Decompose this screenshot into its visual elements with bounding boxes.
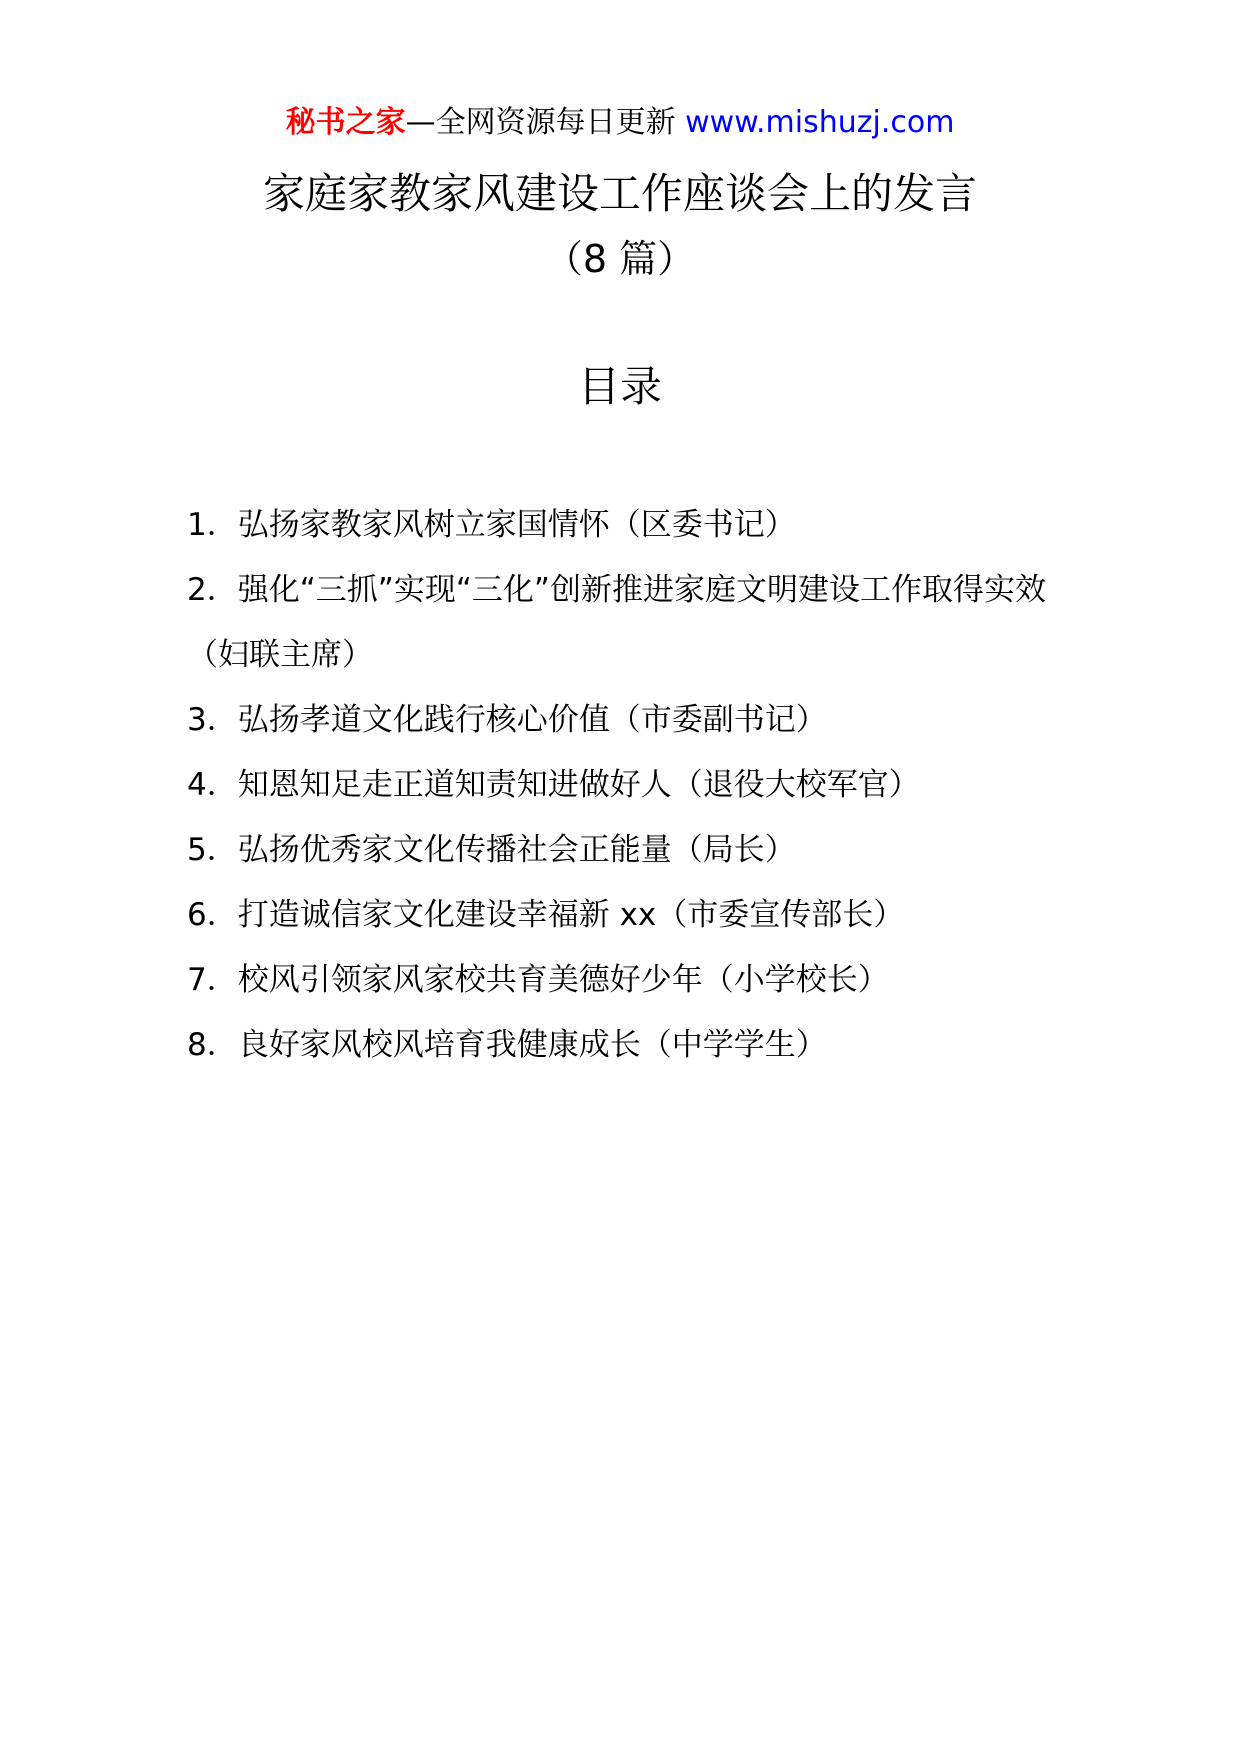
toc-item-3: 3．弘扬孝道文化践行核心价值（市委副书记） (187, 702, 827, 738)
toc-item-4: 4．知恩知足走正道知责知进做好人（退役大校军官） (187, 767, 920, 803)
toc-item-1: 1．弘扬家教家风树立家国情怀（区委书记） (187, 507, 796, 543)
site-tagline: —全网资源每日更新 (405, 105, 676, 140)
toc-item-5: 5．弘扬优秀家文化传播社会正能量（局长） (187, 832, 796, 868)
document-title: 家庭家教家风建设工作座谈会上的发言 (262, 169, 977, 218)
toc-item-2: 2．强化“三抓”实现“三化”创新推进家庭文明建设工作取得实效（妇联主席） (187, 572, 1046, 673)
table-of-contents (187, 493, 1067, 1078)
toc-item-7: 7．校风引领家风家校共育美德好少年（小学校长） (187, 962, 889, 998)
brand-name: 秘书之家 (285, 105, 406, 140)
site-url-link[interactable]: www.mishuzj.com (685, 105, 955, 140)
site-header (0, 101, 1240, 145)
toc-item-8: 8．良好家风校风培育我健康成长（中学学生） (187, 1027, 827, 1063)
document-subtitle: （8 篇） (544, 237, 696, 281)
toc-heading: 目录 (577, 362, 662, 411)
toc-item-6: 6．打造诚信家文化建设幸福新 xx（市委宣传部长） (187, 897, 905, 933)
